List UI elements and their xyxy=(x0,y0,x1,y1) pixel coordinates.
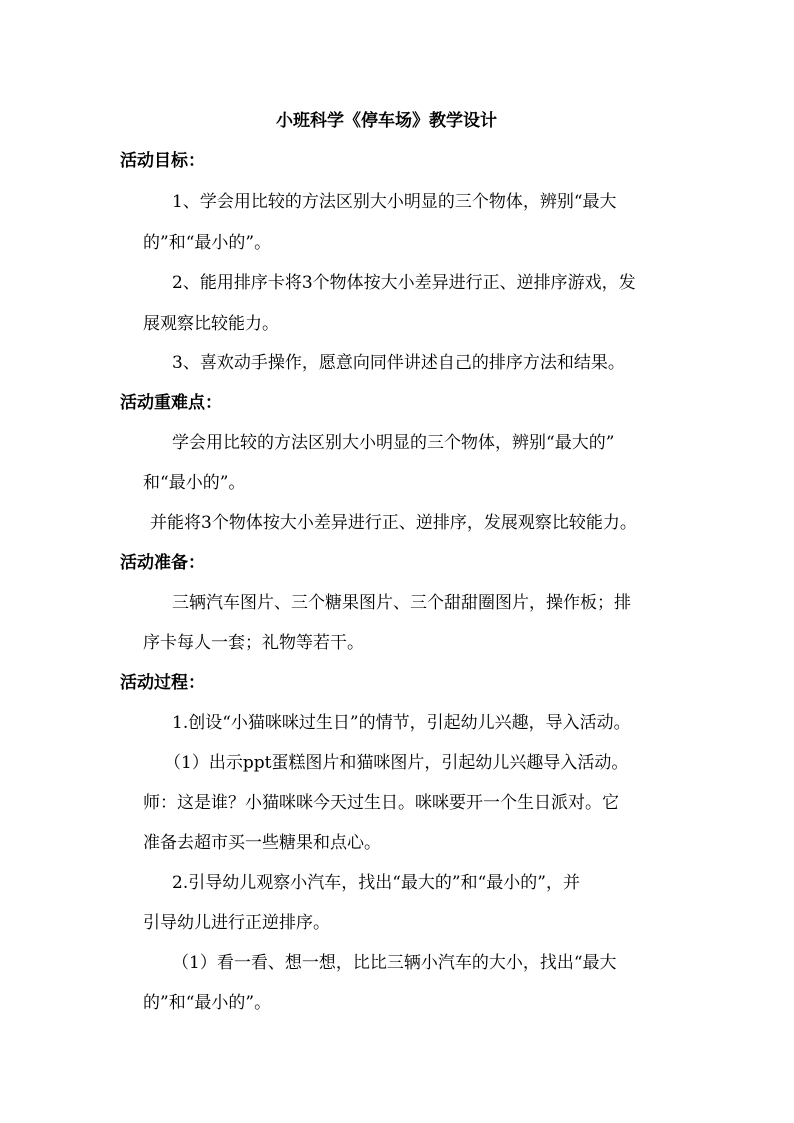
document-title: 小班科学《停车场》教学设计 xyxy=(276,111,497,131)
key-points-line-1: 学会用比较的方法区别大小明显的三个物体，辨别“最大的” xyxy=(172,433,615,453)
goals-heading: 活动目标： xyxy=(120,151,205,171)
goals-line-2: 的”和“最小的”。 xyxy=(143,233,272,253)
preparation-line-1: 三辆汽车图片、三个糖果图片、三个甜甜圈图片，操作板；排 xyxy=(172,593,631,613)
process-line-2: （1）出示ppt蛋糕图片和猫咪图片，引起幼儿兴趣导入活动。 xyxy=(164,753,629,773)
key-points-heading: 活动重难点： xyxy=(120,393,222,413)
process-line-8: 的”和“最小的”。 xyxy=(143,993,272,1013)
goals-line-1: 1、学会用比较的方法区别大小明显的三个物体，辨别“最大 xyxy=(172,192,617,212)
process-line-4: 准备去超市买一些糖果和点心。 xyxy=(143,833,381,853)
key-points-line-2: 和“最小的”。 xyxy=(143,473,246,493)
process-line-7: （1）看一看、想一想，比比三辆小汽车的大小，找出“最大 xyxy=(172,953,617,973)
preparation-heading: 活动准备： xyxy=(120,553,205,573)
preparation-line-2: 序卡每人一套；礼物等若干。 xyxy=(143,633,364,653)
goals-line-3: 2、能用排序卡将3个物体按大小差异进行正、逆排序游戏，发 xyxy=(172,273,636,293)
key-points-line-3: 并能将3个物体按大小差异进行正、逆排序，发展观察比较能力。 xyxy=(150,513,637,533)
process-line-6: 引导幼儿进行正逆排序。 xyxy=(143,913,330,933)
goals-line-4: 展观察比较能力。 xyxy=(143,314,279,334)
process-line-1: 1.创设“小猫咪咪过生日”的情节，引起幼儿兴趣，导入活动。 xyxy=(172,713,631,733)
process-line-5: 2.引导幼儿观察小汽车，找出“最大的”和“最小的”，并 xyxy=(172,873,580,893)
process-line-3: 师：这是谁？小猫咪咪今天过生日。咪咪要开一个生日派对。它 xyxy=(143,793,619,813)
process-heading: 活动过程： xyxy=(120,673,205,693)
goals-line-5: 3、喜欢动手操作，愿意向同伴讲述自己的排序方法和结果。 xyxy=(172,353,625,373)
